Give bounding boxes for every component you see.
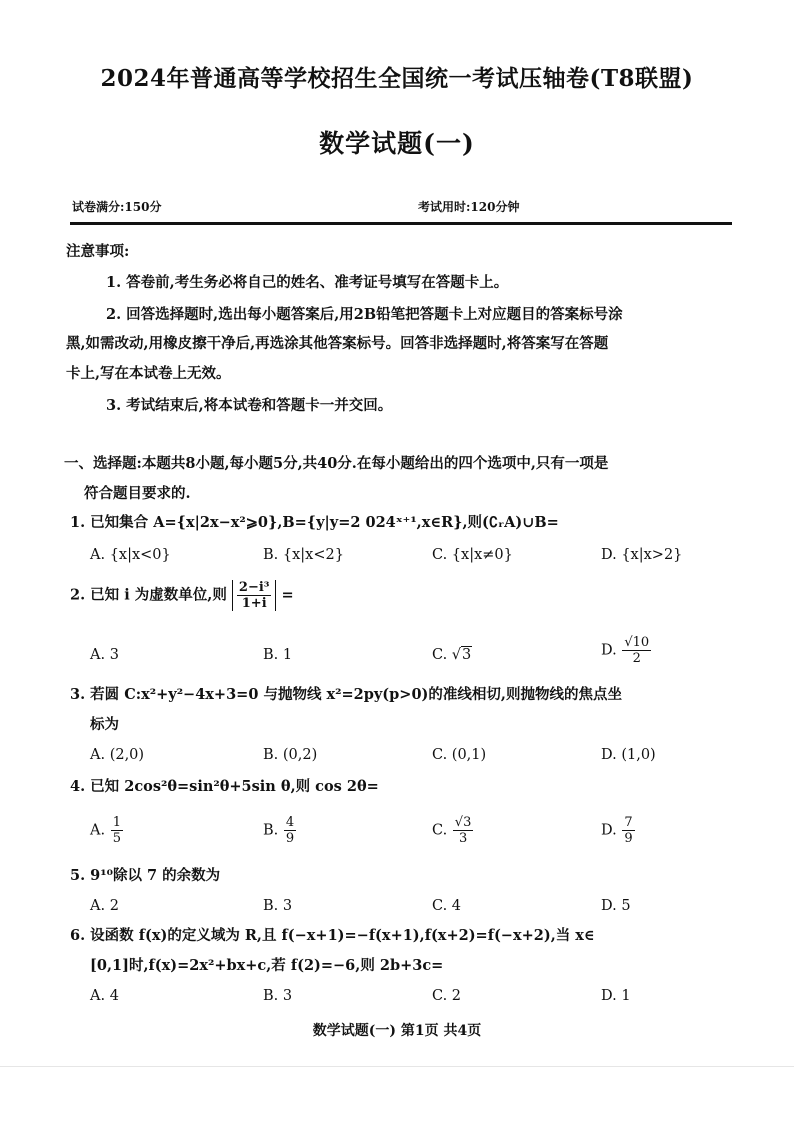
q4-option-b-label: B. bbox=[263, 822, 283, 839]
question-3-stem-cont: 标为 bbox=[90, 716, 119, 733]
q5-option-c: C. 4 bbox=[432, 898, 462, 914]
full-score-info: 试卷满分:150分 bbox=[72, 200, 162, 214]
q2-option-c-label: C. bbox=[432, 647, 452, 663]
q1-option-a: A. {x|x<0} bbox=[90, 547, 171, 563]
note-item-2: 2. 回答选择题时,选出每小题答案后,用2B铅笔把答题卡上对应题目的答案标号涂 bbox=[106, 306, 623, 323]
question-2-stem bbox=[70, 580, 294, 611]
question-4-stem: 4. 已知 2cos²θ=sin²θ+5sin θ,则 cos 2θ= bbox=[70, 778, 379, 795]
q2-option-d-numerator: √10 bbox=[624, 635, 650, 650]
q4-option-c-label: C. bbox=[432, 822, 452, 839]
q2-option-c bbox=[432, 645, 472, 665]
section-heading-cont: 符合题目要求的. bbox=[84, 485, 191, 502]
q4-option-c-denominator: 3 bbox=[458, 831, 468, 846]
q3-option-a: A. (2,0) bbox=[90, 747, 145, 763]
note-item-3: 3. 考试结束后,将本试卷和答题卡一并交回。 bbox=[106, 397, 393, 414]
q4-option-c-radicand: 3 bbox=[463, 815, 472, 830]
q5-option-d: D. 5 bbox=[601, 898, 631, 914]
q2-equals: = bbox=[281, 586, 294, 604]
q5-option-b: B. 3 bbox=[263, 898, 293, 914]
q4-option-d-numerator: 7 bbox=[624, 815, 633, 830]
q5-option-a: A. 2 bbox=[90, 898, 119, 914]
section-heading: 一、选择题:本题共8小题,每小题5分,共40分.在每小题给出的四个选项中,只有一项是 bbox=[64, 455, 609, 472]
q2-denominator: 1+i bbox=[241, 596, 267, 611]
q3-option-d: D. (1,0) bbox=[601, 747, 656, 763]
q6-option-d: D. 1 bbox=[601, 988, 631, 1004]
q2-option-d-label: D. bbox=[601, 642, 622, 659]
header-rule bbox=[70, 222, 732, 225]
q4-option-b-denominator: 9 bbox=[285, 831, 295, 846]
q2-numerator: 2−i³ bbox=[238, 580, 270, 595]
question-6-stem-cont: [0,1]时,f(x)=2x²+bx+c,若 f(2)=−6,则 2b+3c= bbox=[90, 957, 444, 974]
q2-abs-expression bbox=[232, 580, 277, 611]
exam-time-info: 考试用时:120分钟 bbox=[418, 200, 520, 214]
q2-option-c-radicand: 3 bbox=[462, 647, 472, 663]
question-6-stem: 6. 设函数 f(x)的定义域为 R,且 f(−x+1)=−f(x+1),f(x+2)=f(−x+2),当 x∈ bbox=[70, 927, 595, 944]
q4-option-b-numerator: 4 bbox=[285, 815, 295, 830]
page-bottom-divider bbox=[0, 1066, 794, 1067]
q2-option-d-denominator: 2 bbox=[632, 651, 641, 666]
q1-option-c: C. {x|x≠0} bbox=[432, 547, 513, 563]
note-item-2-cont: 黑,如需改动,用橡皮擦干净后,再选涂其他答案标号。回答非选择题时,将答案写在答题 bbox=[66, 335, 609, 352]
exam-title: 2024年普通高等学校招生全国统一考试压轴卷(T8联盟) bbox=[100, 65, 694, 92]
q2-option-b: B. 1 bbox=[263, 647, 293, 663]
q4-option-a-label: A. bbox=[90, 822, 110, 839]
notes-heading: 注意事项: bbox=[66, 243, 130, 260]
sqrt-symbol: √3 bbox=[451, 647, 472, 663]
exam-subtitle: 数学试题(一) bbox=[319, 129, 475, 158]
q4-option-a-numerator: 1 bbox=[112, 815, 121, 830]
q4-option-c bbox=[432, 815, 474, 846]
q2-stem-text: 2. 已知 i 为虚数单位,则 bbox=[70, 586, 227, 604]
q6-option-a: A. 4 bbox=[90, 988, 119, 1004]
q2-option-d-radicand: 10 bbox=[632, 635, 650, 650]
q4-option-d-denominator: 9 bbox=[624, 831, 633, 846]
q4-option-b bbox=[263, 815, 297, 846]
q1-option-b: B. {x|x<2} bbox=[263, 547, 344, 563]
q1-option-d: D. {x|x>2} bbox=[601, 547, 683, 563]
q2-option-d bbox=[601, 635, 652, 666]
q2-option-a: A. 3 bbox=[90, 647, 119, 663]
q4-option-a bbox=[90, 815, 124, 846]
question-5-stem: 5. 9¹⁰除以 7 的余数为 bbox=[70, 867, 221, 884]
q3-option-b: B. (0,2) bbox=[263, 747, 318, 763]
question-1-stem: 1. 已知集合 A={x|2x−x²⩾0},B={y|y=2 024ˣ⁺¹,x∈R},则(∁ᵣA)∪B= bbox=[70, 514, 559, 531]
question-3-stem: 3. 若圆 C:x²+y²−4x+3=0 与抛物线 x²=2py(p>0)的准线相切,则抛物线的焦点坐 bbox=[70, 686, 622, 703]
q3-option-c: C. (0,1) bbox=[432, 747, 487, 763]
q4-option-c-numerator: √3 bbox=[454, 815, 472, 830]
q6-option-b: B. 3 bbox=[263, 988, 293, 1004]
note-item-1: 1. 答卷前,考生务必将自己的姓名、准考证号填写在答题卡上。 bbox=[106, 274, 509, 291]
q6-option-c: C. 2 bbox=[432, 988, 462, 1004]
page-footer: 数学试题(一) 第1页 共4页 bbox=[312, 1023, 482, 1039]
q4-option-d bbox=[601, 815, 636, 846]
q4-option-d-label: D. bbox=[601, 822, 622, 839]
q4-option-a-denominator: 5 bbox=[112, 831, 121, 846]
note-item-2-end: 卡上,写在本试卷上无效。 bbox=[66, 365, 231, 382]
